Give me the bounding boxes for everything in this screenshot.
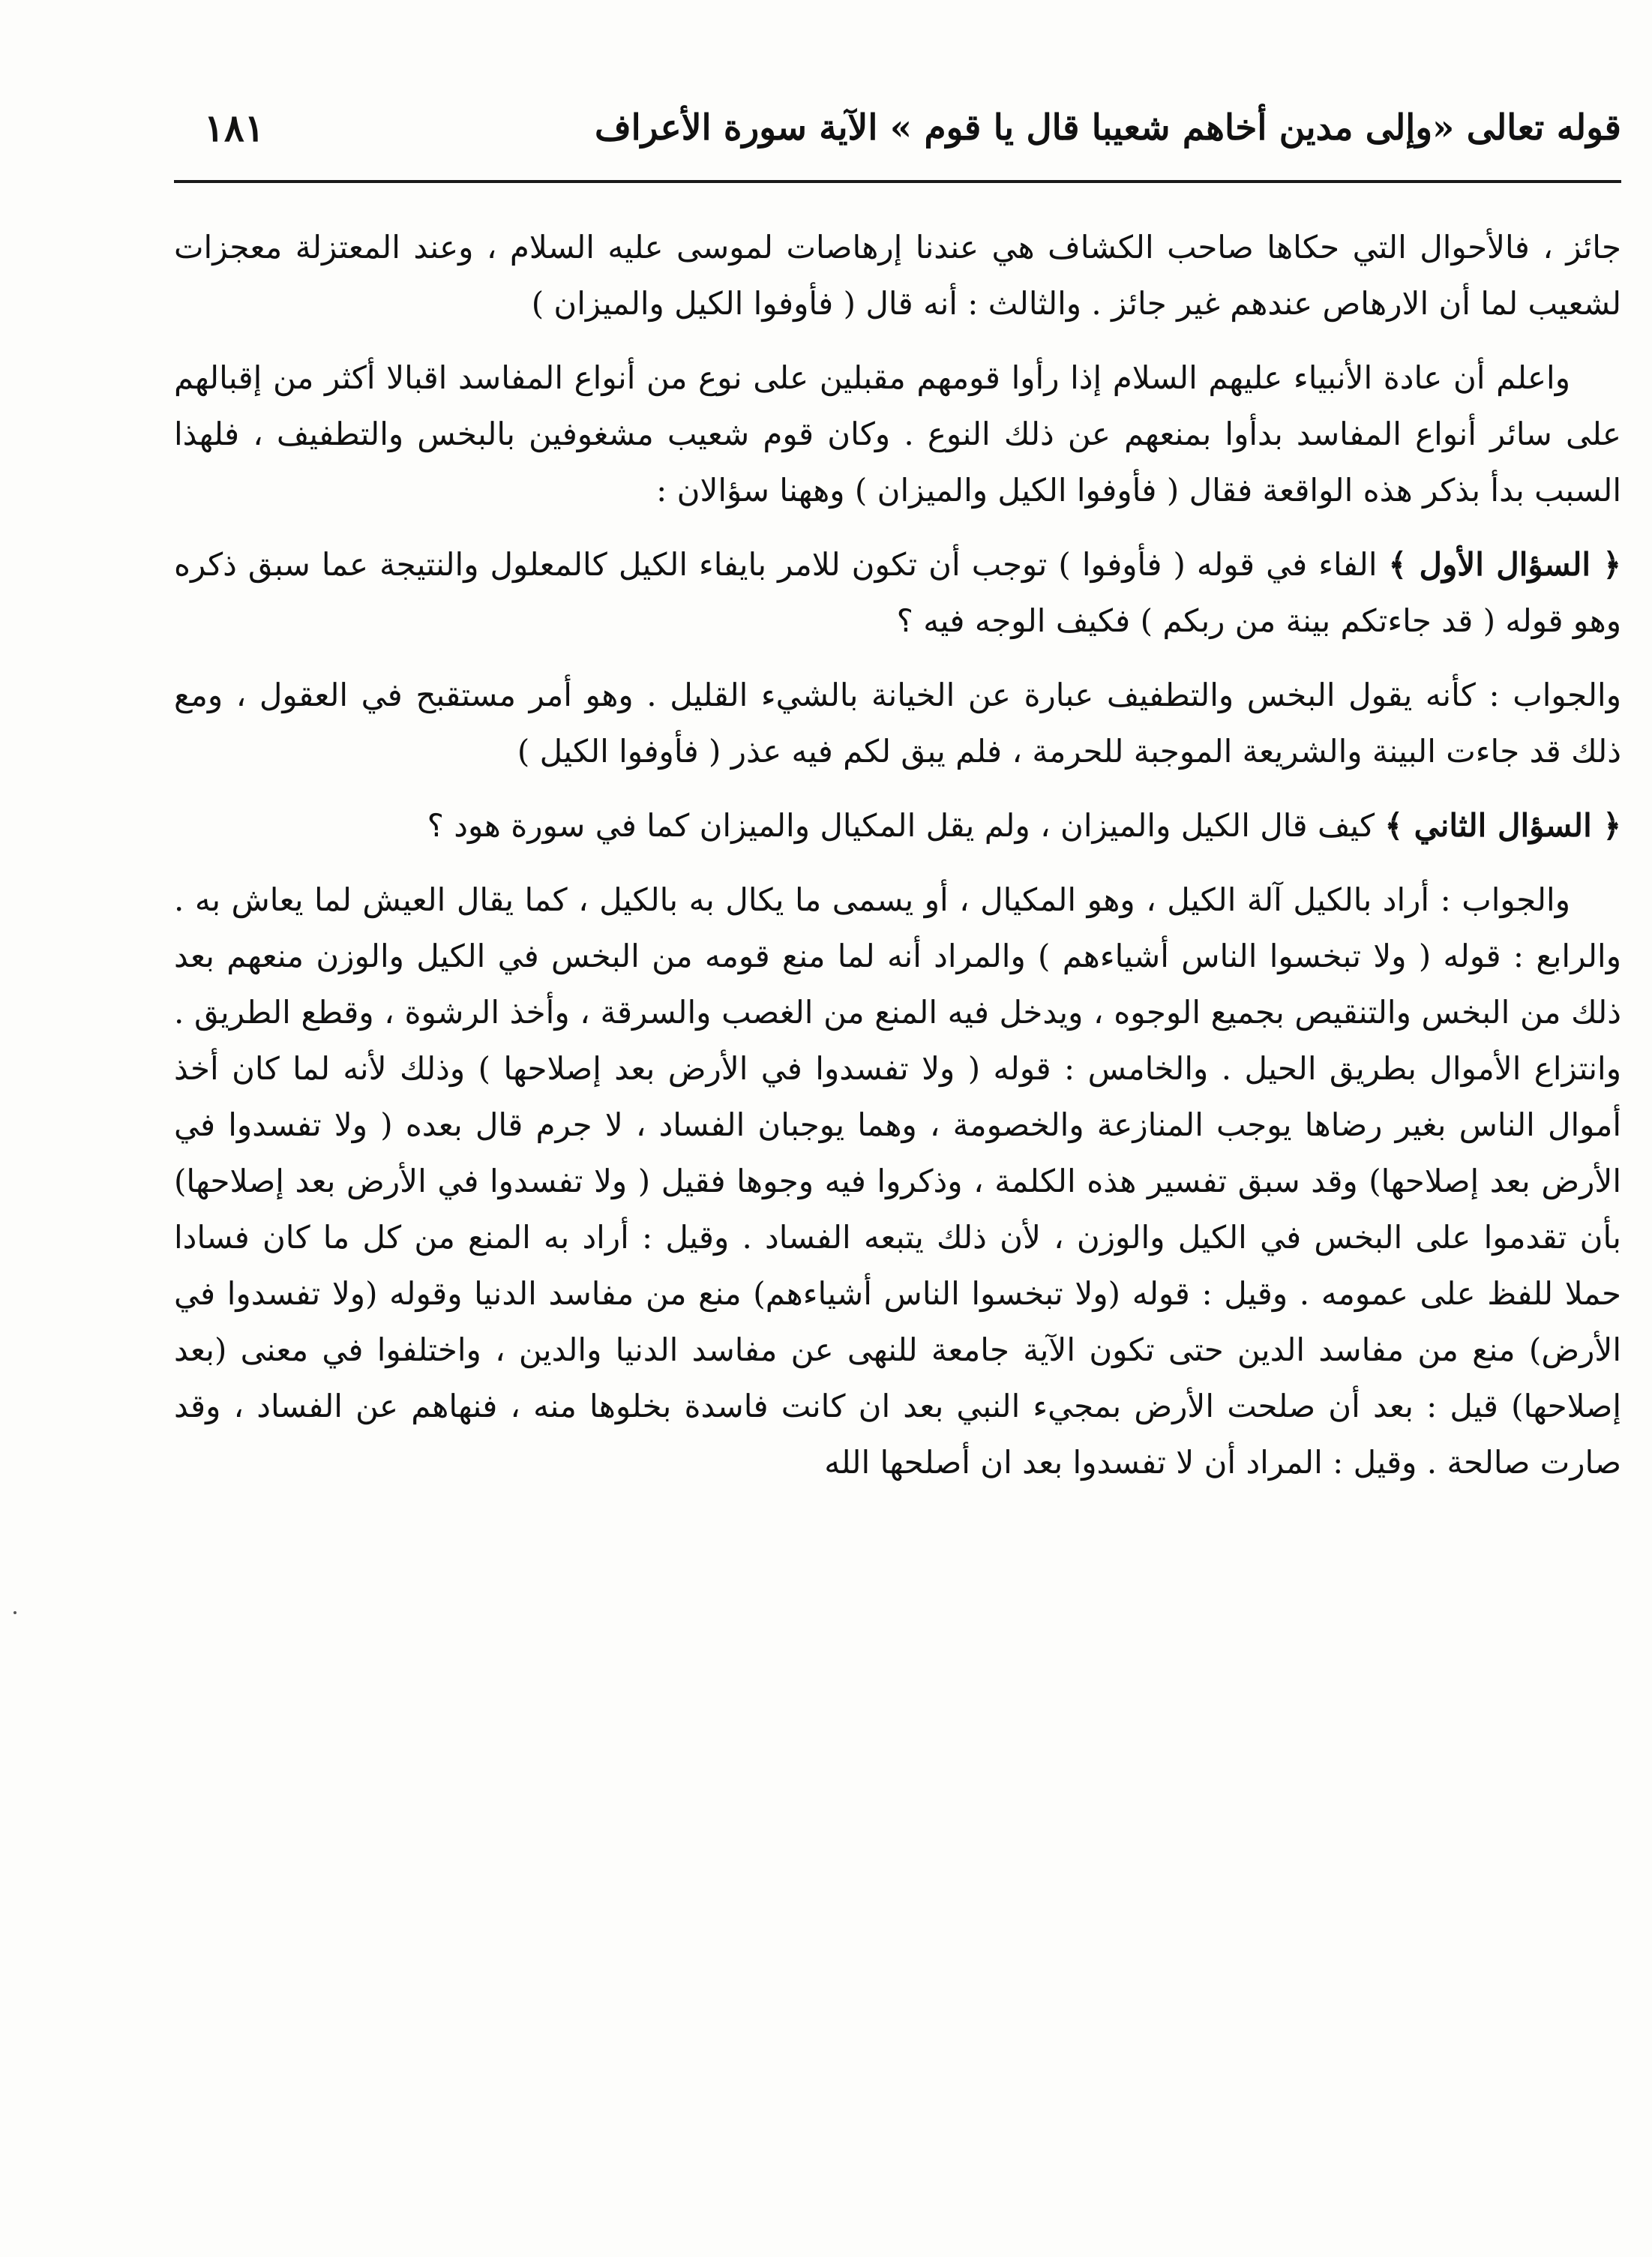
paragraph-text: واعلم أن عادة الأنبياء عليهم السلام إذا رأوا قومهم مقبلين على نوع من أنواع المفاسد اقبالا أكثر من إقبالهم على سائر أنواع المفاسد بدأوا بمنعهم عن ذلك النوع . وكان قوم شعيب مشغوفين بالبخس والتطفيف ، فلهذا السبب بدأ بذكر هذه الواقعة فقال ( فأوفوا الكيل والميزان ) وههنا سؤالان : [174,359,1621,509]
paragraph-text: والجواب : أراد بالكيل آلة الكيل ، وهو المكيال ، أو يسمى ما يكال به بالكيل ، كما يقال العيش لما يعاش به . والرابع : قوله ( ولا تبخسوا الناس أشياءهم ) والمراد أنه لما منع قومه من البخس في الكيل والوزن منعهم بعد ذلك من البخس والتنقيص بجميع الوجوه ، ويدخل فيه المنع من الغصب والسرقة ، وأخذ الرشوة ، وقطع الطريق . وانتزاع الأموال بطريق الحيل . والخامس : قوله ( ولا تفسدوا في الأرض بعد إصلاحها ) وذلك لأنه لما كان أخذ أموال الناس بغير رضاها يوجب المنازعة والخصومة ، وهما يوجبان الفساد ، لا جرم قال بعده ( ولا تفسدوا في الأرض بعد إصلاحها) وقد سبق تفسير هذه الكلمة ، وذكروا فيه وجوها فقيل ( ولا تفسدوا في الأرض بعد إصلاحها) بأن تقدموا على البخس في الكيل والوزن ، لأن ذلك يتبعه الفساد . وقيل : أراد به المنع من كل ما كان فسادا حملا للفظ على عمومه . وقيل : قوله (ولا تبخسوا الناس أشياءهم) منع من مفاسد الدنيا وقوله (ولا تفسدوا في الأرض) منع من مفاسد الدين حتى تكون الآية جامعة للنهى عن مفاسد الدنيا والدين ، واختلفوا في معنى (بعد إصلاحها) قيل : بعد أن صلحت الأرض بمجيء النبي بعد ان كانت فاسدة بخلوها منه ، فنهاهم عن الفساد ، وقد صارت صالحة . وقيل : المراد أن لا تفسدوا بعد ان أصلحها الله [174,881,1621,1481]
paragraph-continuation [174,219,1621,332]
paragraph-second-question [174,797,1621,854]
paragraph-first-answer [174,667,1621,779]
scan-speck [13,1611,16,1614]
question-label: ﴿ السؤال الأول ﴾ [1388,546,1621,583]
paragraph-text: كيف قال الكيل والميزان ، ولم يقل المكيال والميزان كما في سورة هود ؟ [427,807,1385,844]
paragraph-prophets-custom [174,350,1621,518]
paragraph-text: الفاء في قوله ( فأوفوا ) توجب أن تكون للامر بايفاء الكيل كالمعلول والنتيجة عما سبق ذكره وهو قوله ( قد جاءتكم بينة من ربكم ) فكيف الوجه فيه ؟ [174,546,1621,639]
question-label: ﴿ السؤال الثاني ﴾ [1384,807,1621,844]
paragraph-first-question [174,536,1621,649]
header-divider [174,180,1621,183]
running-title: قوله تعالى «وإلى مدين أخاهم شعيبا قال يا قوم » الآية سورة الأعراف [594,107,1621,149]
body-text [174,219,1621,1508]
paragraph-text: والجواب : كأنه يقول البخس والتطفيف عبارة عن الخيانة بالشيء القليل . وهو أمر مستقبح في العقول ، ومع ذلك قد جاءت البينة والشريعة الموجبة للحرمة ، فلم يبق لكم فيه عذر ( فأوفوا الكيل ) [174,677,1621,770]
page-number: ١٨١ [204,105,265,150]
paragraph-second-answer [174,872,1621,1490]
page-header [174,90,1621,165]
paragraph-text: جائز ، فالأحوال التي حكاها صاحب الكشاف هي عندنا إرهاصات لموسى عليه السلام ، وعند المعتزلة معجزات لشعيب لما أن الارهاص عندهم غير جائز . والثالث : أنه قال ( فأوفوا الكيل والميزان ) [174,229,1621,322]
